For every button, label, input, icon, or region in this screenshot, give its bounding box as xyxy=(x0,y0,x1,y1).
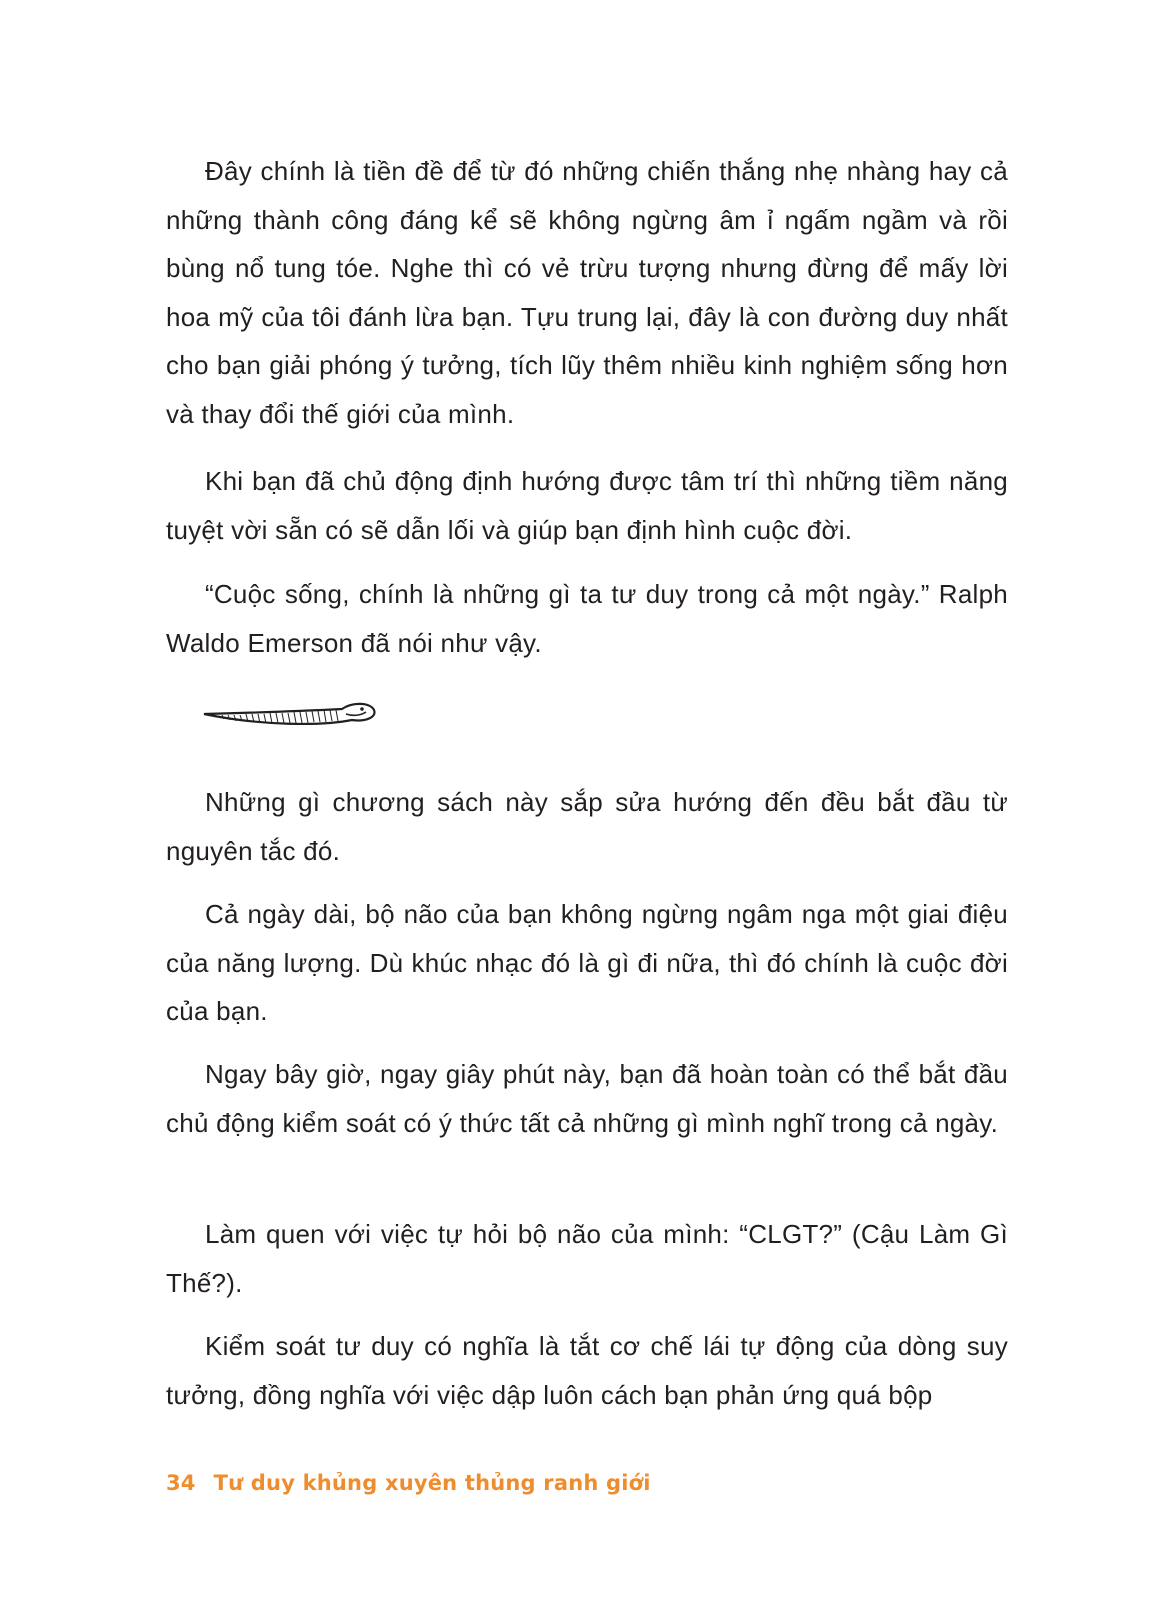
paragraph-premise: Đây chính là tiền đề để từ đó những chiến thắng nhẹ nhàng hay cả những thành công đáng kể sẽ không ngừng âm ỉ ngấm ngầm và rồi bùng nổ tung tóe. Nghe thì có vẻ trừu tượng nhưng đừng để mấy lời hoa mỹ của tôi đánh lừa bạn. Tựu trung lại, đây là con đường duy nhất cho bạn giải phóng ý tưởng, tích lũy thêm nhiều kinh nghiệm sống hơn và thay đổi thế giới của mình. xyxy=(166,156,1008,429)
paragraph-direct-mind: Khi bạn đã chủ động định hướng được tâm trí thì những tiềm năng tuyệt vời sẵn có sẽ dẫn lối và giúp bạn định hình cuộc đời. xyxy=(166,466,1008,545)
page-number: 34 xyxy=(166,1471,196,1495)
paragraph-take-control: Ngay bây giờ, ngay giây phút này, bạn đã hoàn toàn có thể bắt đầu chủ động kiểm soát có ý thức tất cả những gì mình nghĩ trong cả ngày. xyxy=(166,1059,1008,1138)
feather-divider-icon xyxy=(202,700,382,736)
paragraph-autopilot: Kiểm soát tư duy có nghĩa là tắt cơ chế lái tự động của dòng suy tưởng, đồng nghĩa với việc dập luôn cách bạn phản ứng quá bộp xyxy=(166,1331,1008,1410)
paragraph-energy-melody: Cả ngày dài, bộ não của bạn không ngừng ngâm nga một giai điệu của năng lượng. Dù khúc nhạc đó là gì đi nữa, thì đó chính là cuộc đời của bạn. xyxy=(166,899,1008,1026)
running-title: Tư duy khủng xuyên thủng ranh giới xyxy=(213,1471,651,1495)
paragraph-emerson-quote: “Cuộc sống, chính là những gì ta tư duy trong cả một ngày.” Ralph Waldo Emerson đã nói như vậy. xyxy=(166,579,1008,658)
paragraph-clgt: Làm quen với việc tự hỏi bộ não của mình: “CLGT?” (Cậu Làm Gì Thế?). xyxy=(166,1219,1008,1298)
paragraph-chapter-principle: Những gì chương sách này sắp sửa hướng đến đều bắt đầu từ nguyên tắc đó. xyxy=(166,787,1008,866)
page-footer xyxy=(166,1471,651,1495)
